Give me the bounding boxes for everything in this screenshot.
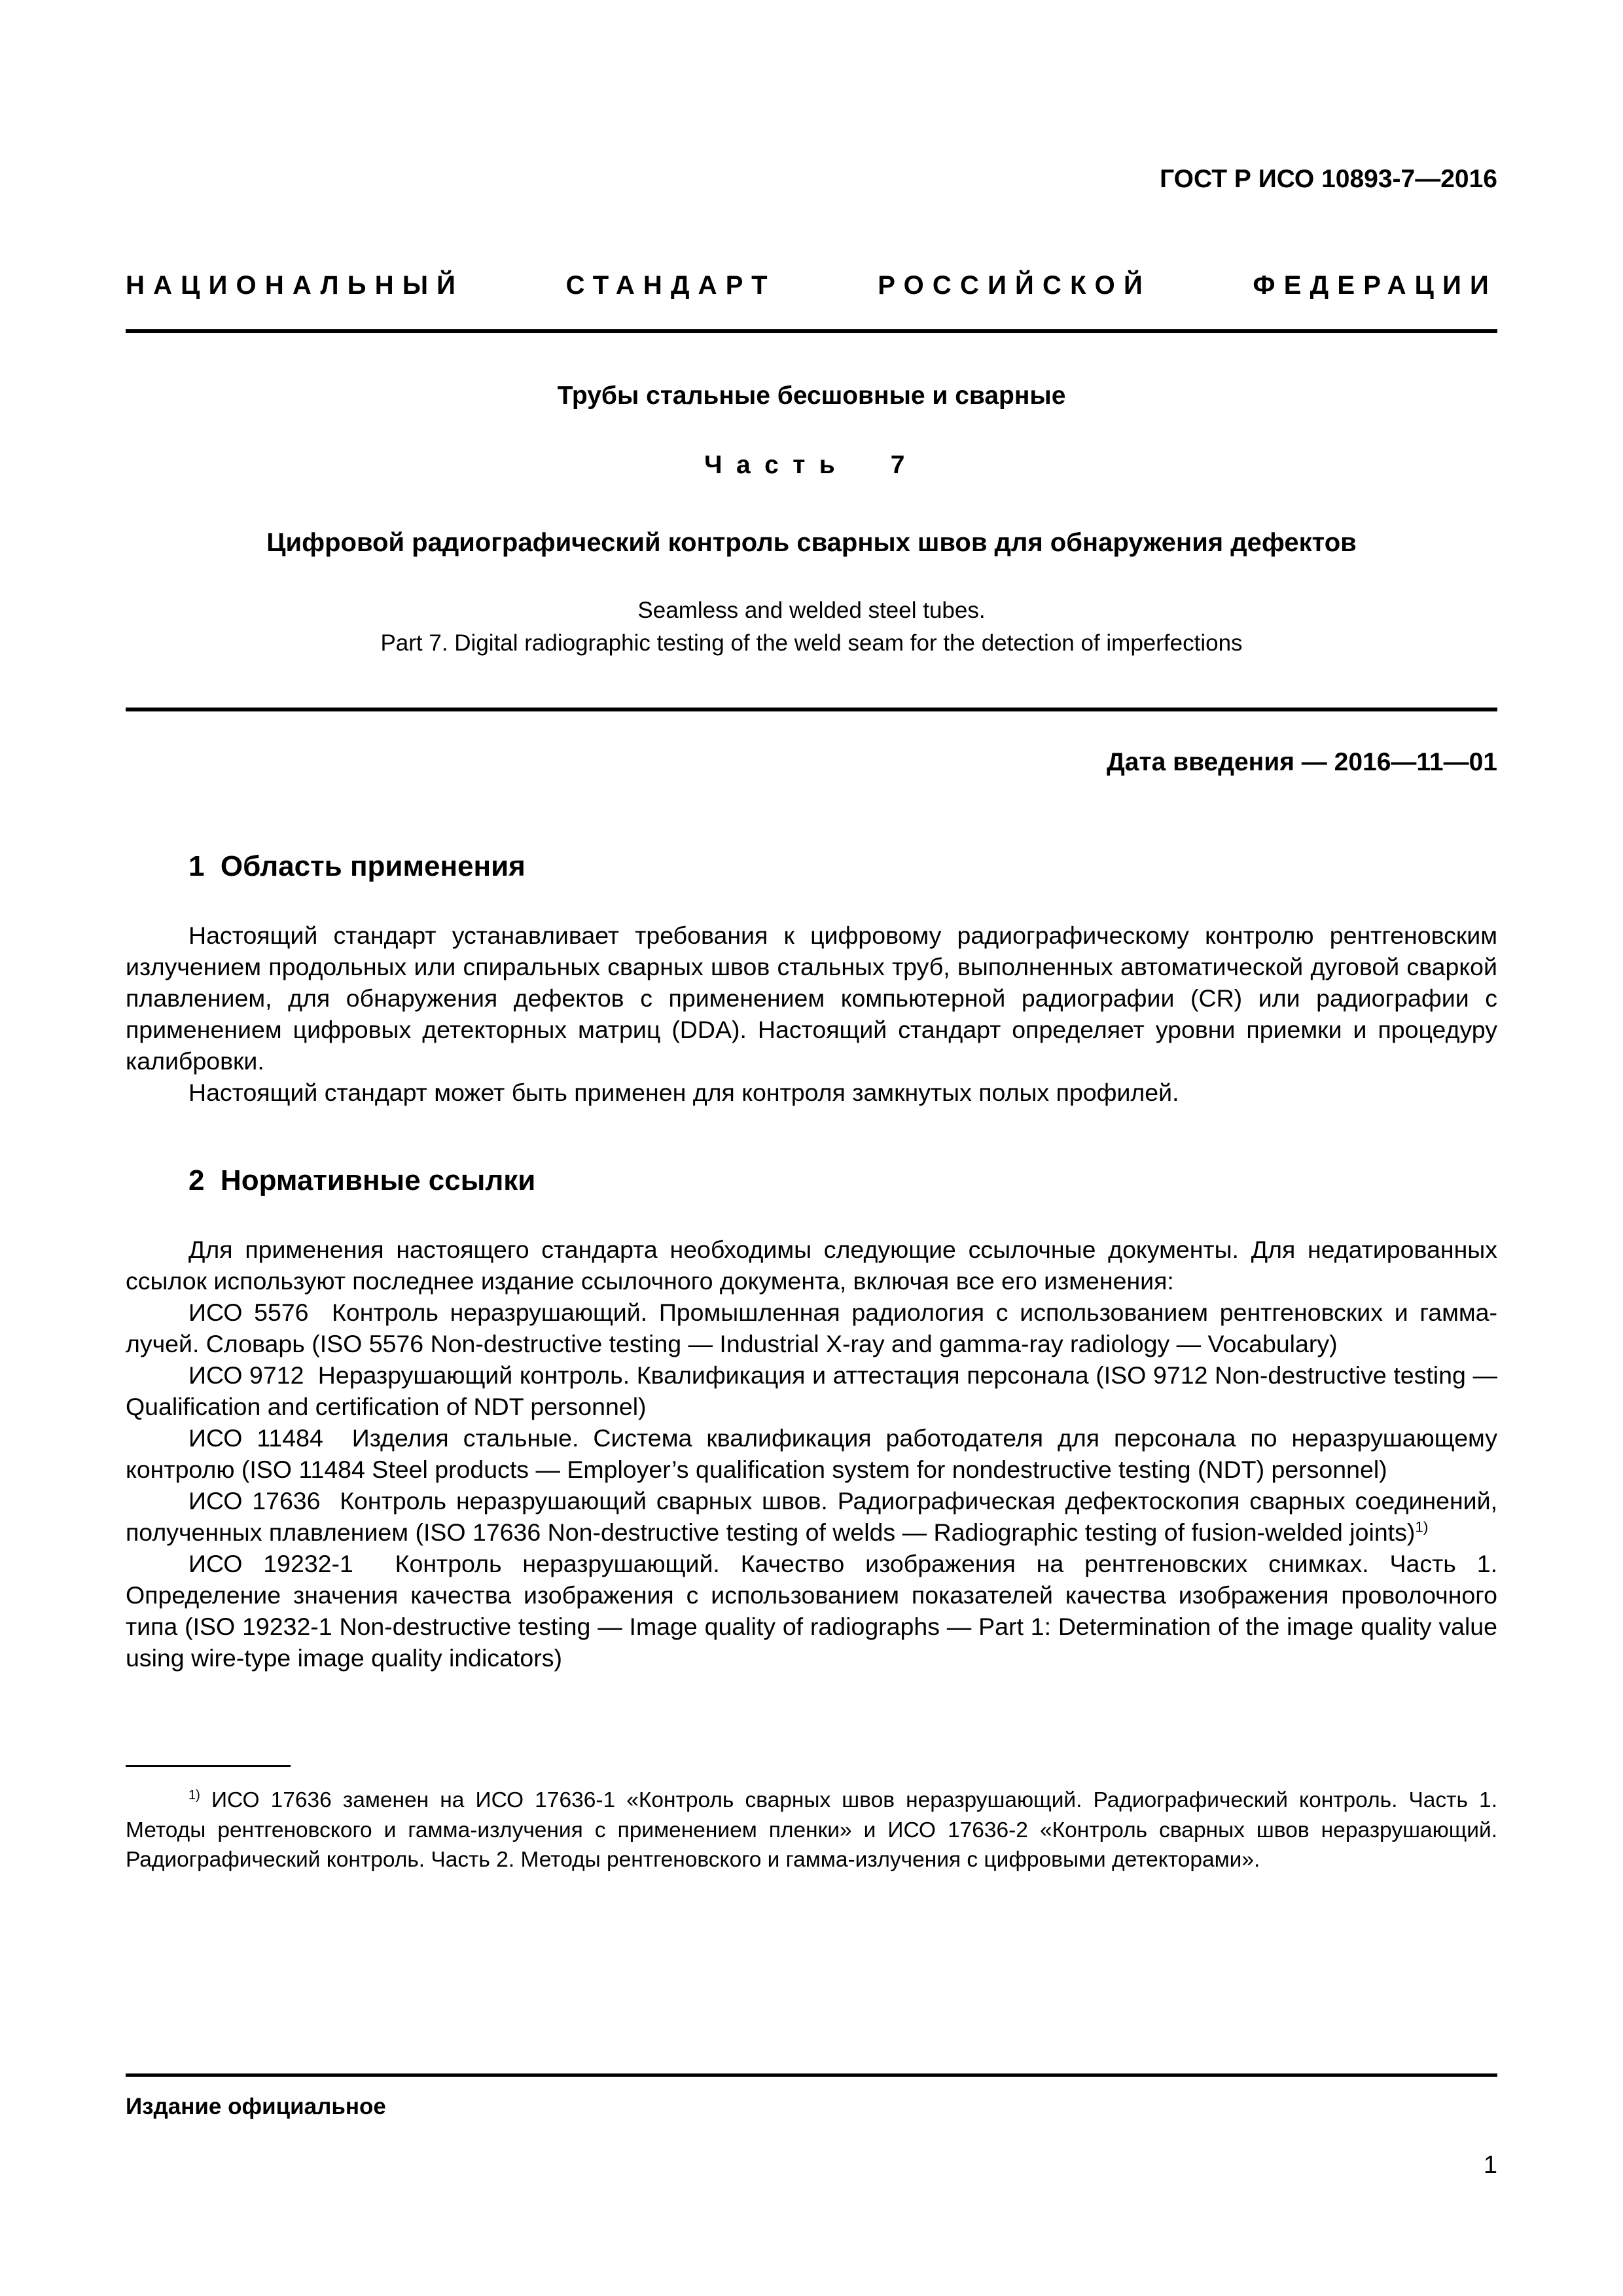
header-divider: [126, 329, 1497, 333]
title-english-line1: Seamless and welded steel tubes.: [637, 598, 986, 623]
effective-date: Дата введения — 2016—11—01: [1107, 748, 1497, 777]
title-english: [126, 594, 1497, 659]
footnote-separator: [126, 1765, 291, 1767]
part-label: Часть 7: [704, 451, 919, 479]
title-english-line2: Part 7. Digital radiographic testing of the weld seam for the detection of imperfections: [380, 630, 1243, 656]
reference-entry: ИСО 5576 Контроль неразрушающий. Промышленная радиология с использованием рентгеновских и гамма-лучей. Словарь (ISO 5576 Non-destructive testing — Industrial X-ray and gamma-ray radiology — Vocabulary): [126, 1299, 1497, 1358]
footnote: [126, 1785, 1497, 1874]
section-2-paragraph: Для применения настоящего стандарта необходимы следующие ссылочные документы. Для недатированных ссылок используют последнее издание ссылочного документа, включая все его изменения:: [126, 1236, 1497, 1295]
footnote-reference-marker: 1): [1415, 1518, 1429, 1535]
document-content: [126, 0, 1497, 1874]
section-1-paragraph: Настоящий стандарт может быть применен для контроля замкнутых полых профилей.: [188, 1079, 1179, 1107]
section-2-heading: 2 Нормативные ссылки: [188, 1164, 536, 1197]
reference-entry: ИСО 19232-1 Контроль неразрушающий. Качество изображения на рентгеновских снимках. Часть 1. Определение значения качества изображения с использованием показателей качества изображения проволочного типа (ISO 19232-1 Non-destructive testing — Image quality of radiographs — Part 1: Determination of the image quality value using wire-type image quality indicators): [126, 1550, 1497, 1672]
reference-entry: ИСО 9712 Неразрушающий контроль. Квалификация и аттестация персонала (ISO 9712 Non-destructive testing — Qualification and certification of NDT personnel): [126, 1361, 1497, 1421]
reference-entry: ИСО 11484 Изделия стальные. Система квалификация работодателя для персонала по неразрушающему контролю (ISO 11484 Steel products — Employer’s qualification system for nondestructive testing (NDT) personnel): [126, 1424, 1497, 1484]
reference-entry-text: ИСО 17636 Контроль неразрушающий сварных швов. Радиографическая дефектоскопия сварных соединений, полученных плавлением (ISO 17636 Non-destructive testing of welds — Radiographic testing of fusion-welded joints): [126, 1487, 1497, 1547]
standard-banner: НАЦИОНАЛЬНЫЙ СТАНДАРТ РОССИЙСКОЙ ФЕДЕРАЦИИ: [126, 271, 1497, 300]
section-1-heading: 1 Область применения: [188, 850, 526, 883]
page-footer: [126, 2073, 1497, 2179]
subtitle-russian: Цифровой радиографический контроль сварных швов для обнаружения дефектов: [266, 528, 1357, 557]
page-number: 1: [1483, 2151, 1497, 2179]
reference-entry: [126, 1485, 1497, 1548]
title-divider: [126, 708, 1497, 711]
footnote-marker: 1): [188, 1788, 200, 1803]
title-russian: Трубы стальные бесшовные и сварные: [557, 382, 1066, 410]
section-1-paragraph: Настоящий стандарт устанавливает требования к цифровому радиографическому контролю рентгеновским излучением продольных или спиральных сварных швов стальных труб, выполненных автоматической дуговой сваркой плавлением, для обнаружения дефектов с применением компьютерной радиографии (CR) или радиографии с применением цифровых детекторных матриц (DDA). Настоящий стандарт определяет уровни приемки и процедуру калибровки.: [126, 922, 1497, 1075]
footer-divider: [126, 2073, 1497, 2077]
edition-label: Издание официальное: [126, 2094, 386, 2119]
footnote-body: ИСО 17636 заменен на ИСО 17636-1 «Контроль сварных швов неразрушающий. Радиографический контроль. Часть 1. Методы рентгеновского и гамма-излучения с применением пленки» и ИСО 17636-2 «Контроль сварных швов неразрушающий. Радиографический контроль. Часть 2. Методы рентгеновского и гамма-излучения с цифровыми детекторами».: [126, 1788, 1497, 1872]
document-number: ГОСТ Р ИСО 10893-7—2016: [1160, 165, 1497, 193]
